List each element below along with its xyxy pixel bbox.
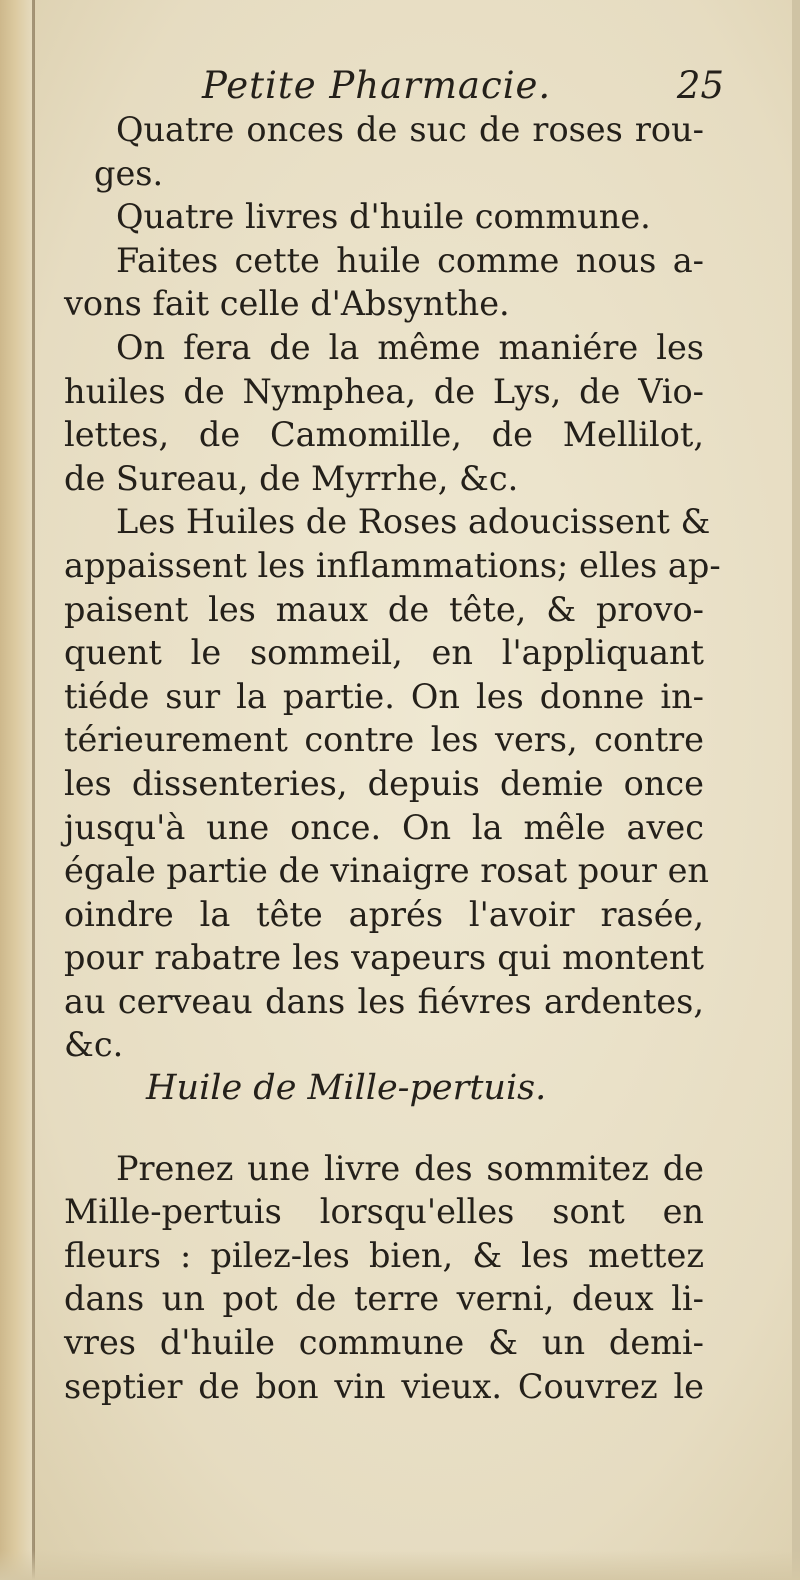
text-line: huiles de Nymphea, de Lys, de Vio- [64,371,704,411]
section-heading: Huile de Mille-pertuis. [146,1068,547,1109]
text-line: dans un pot de terre verni, deux li- [64,1279,704,1319]
text-line: jusqu'à une once. On la mêle avec [64,807,704,847]
text-line: Les Huiles de Roses adoucissent & [116,502,711,542]
paragraph-gap [64,1111,704,1147]
text-line: oindre la tête aprés l'avoir rasée, [64,894,704,934]
binding-shadow-line [32,0,35,1580]
text-line: appaissent les inflammations; elles ap- [64,545,721,585]
body-text [64,108,721,1408]
page-number: 25 [676,64,724,107]
text-line: quent le sommeil, en l'appliquant [64,633,704,673]
text-line: au cerveau dans les fiévres ardentes, [64,981,704,1021]
text-line: Faites cette huile comme nous a- [116,240,704,280]
page-binding-edge [0,0,34,1580]
text-line: Prenez une livre des sommitez de [116,1148,704,1188]
text-line: Mille-pertuis lorsqu'elles sont en [64,1192,704,1232]
text-line: paisent les maux de tête, & provo- [64,589,704,629]
text-line: de Sureau, de Myrrhe, &c. [64,458,519,498]
text-line: pour rabatre les vapeurs qui montent [64,938,704,978]
text-line: fleurs : pilez-les bien, & les mettez [64,1235,704,1275]
text-line: vons fait celle d'Absynthe. [64,284,510,324]
text-line: Quatre livres d'huile commune. [116,197,651,237]
running-title: Petite Pharmacie. [202,64,552,107]
text-line: septier de bon vin vieux. Couvrez le [64,1366,704,1406]
page-right-edge [792,0,800,1580]
text-line: &c. [64,1025,124,1065]
text-line: tiéde sur la partie. On les donne in- [64,676,704,716]
text-line: les dissenteries, depuis demie once [64,763,704,803]
text-line: égale partie de vinaigre rosat pour en [64,851,709,891]
text-line: vres d'huile commune & un demi- [64,1323,704,1363]
text-line: térieurement contre les vers, contre [64,720,704,760]
text-line: lettes, de Camomille, de Mellilot, [64,415,704,455]
text-line: ges. [94,153,164,193]
page-bottom-edge [0,1550,800,1580]
text-line: On fera de la même maniére les [116,327,704,367]
text-line: Quatre onces de suc de roses rou- [116,110,704,149]
